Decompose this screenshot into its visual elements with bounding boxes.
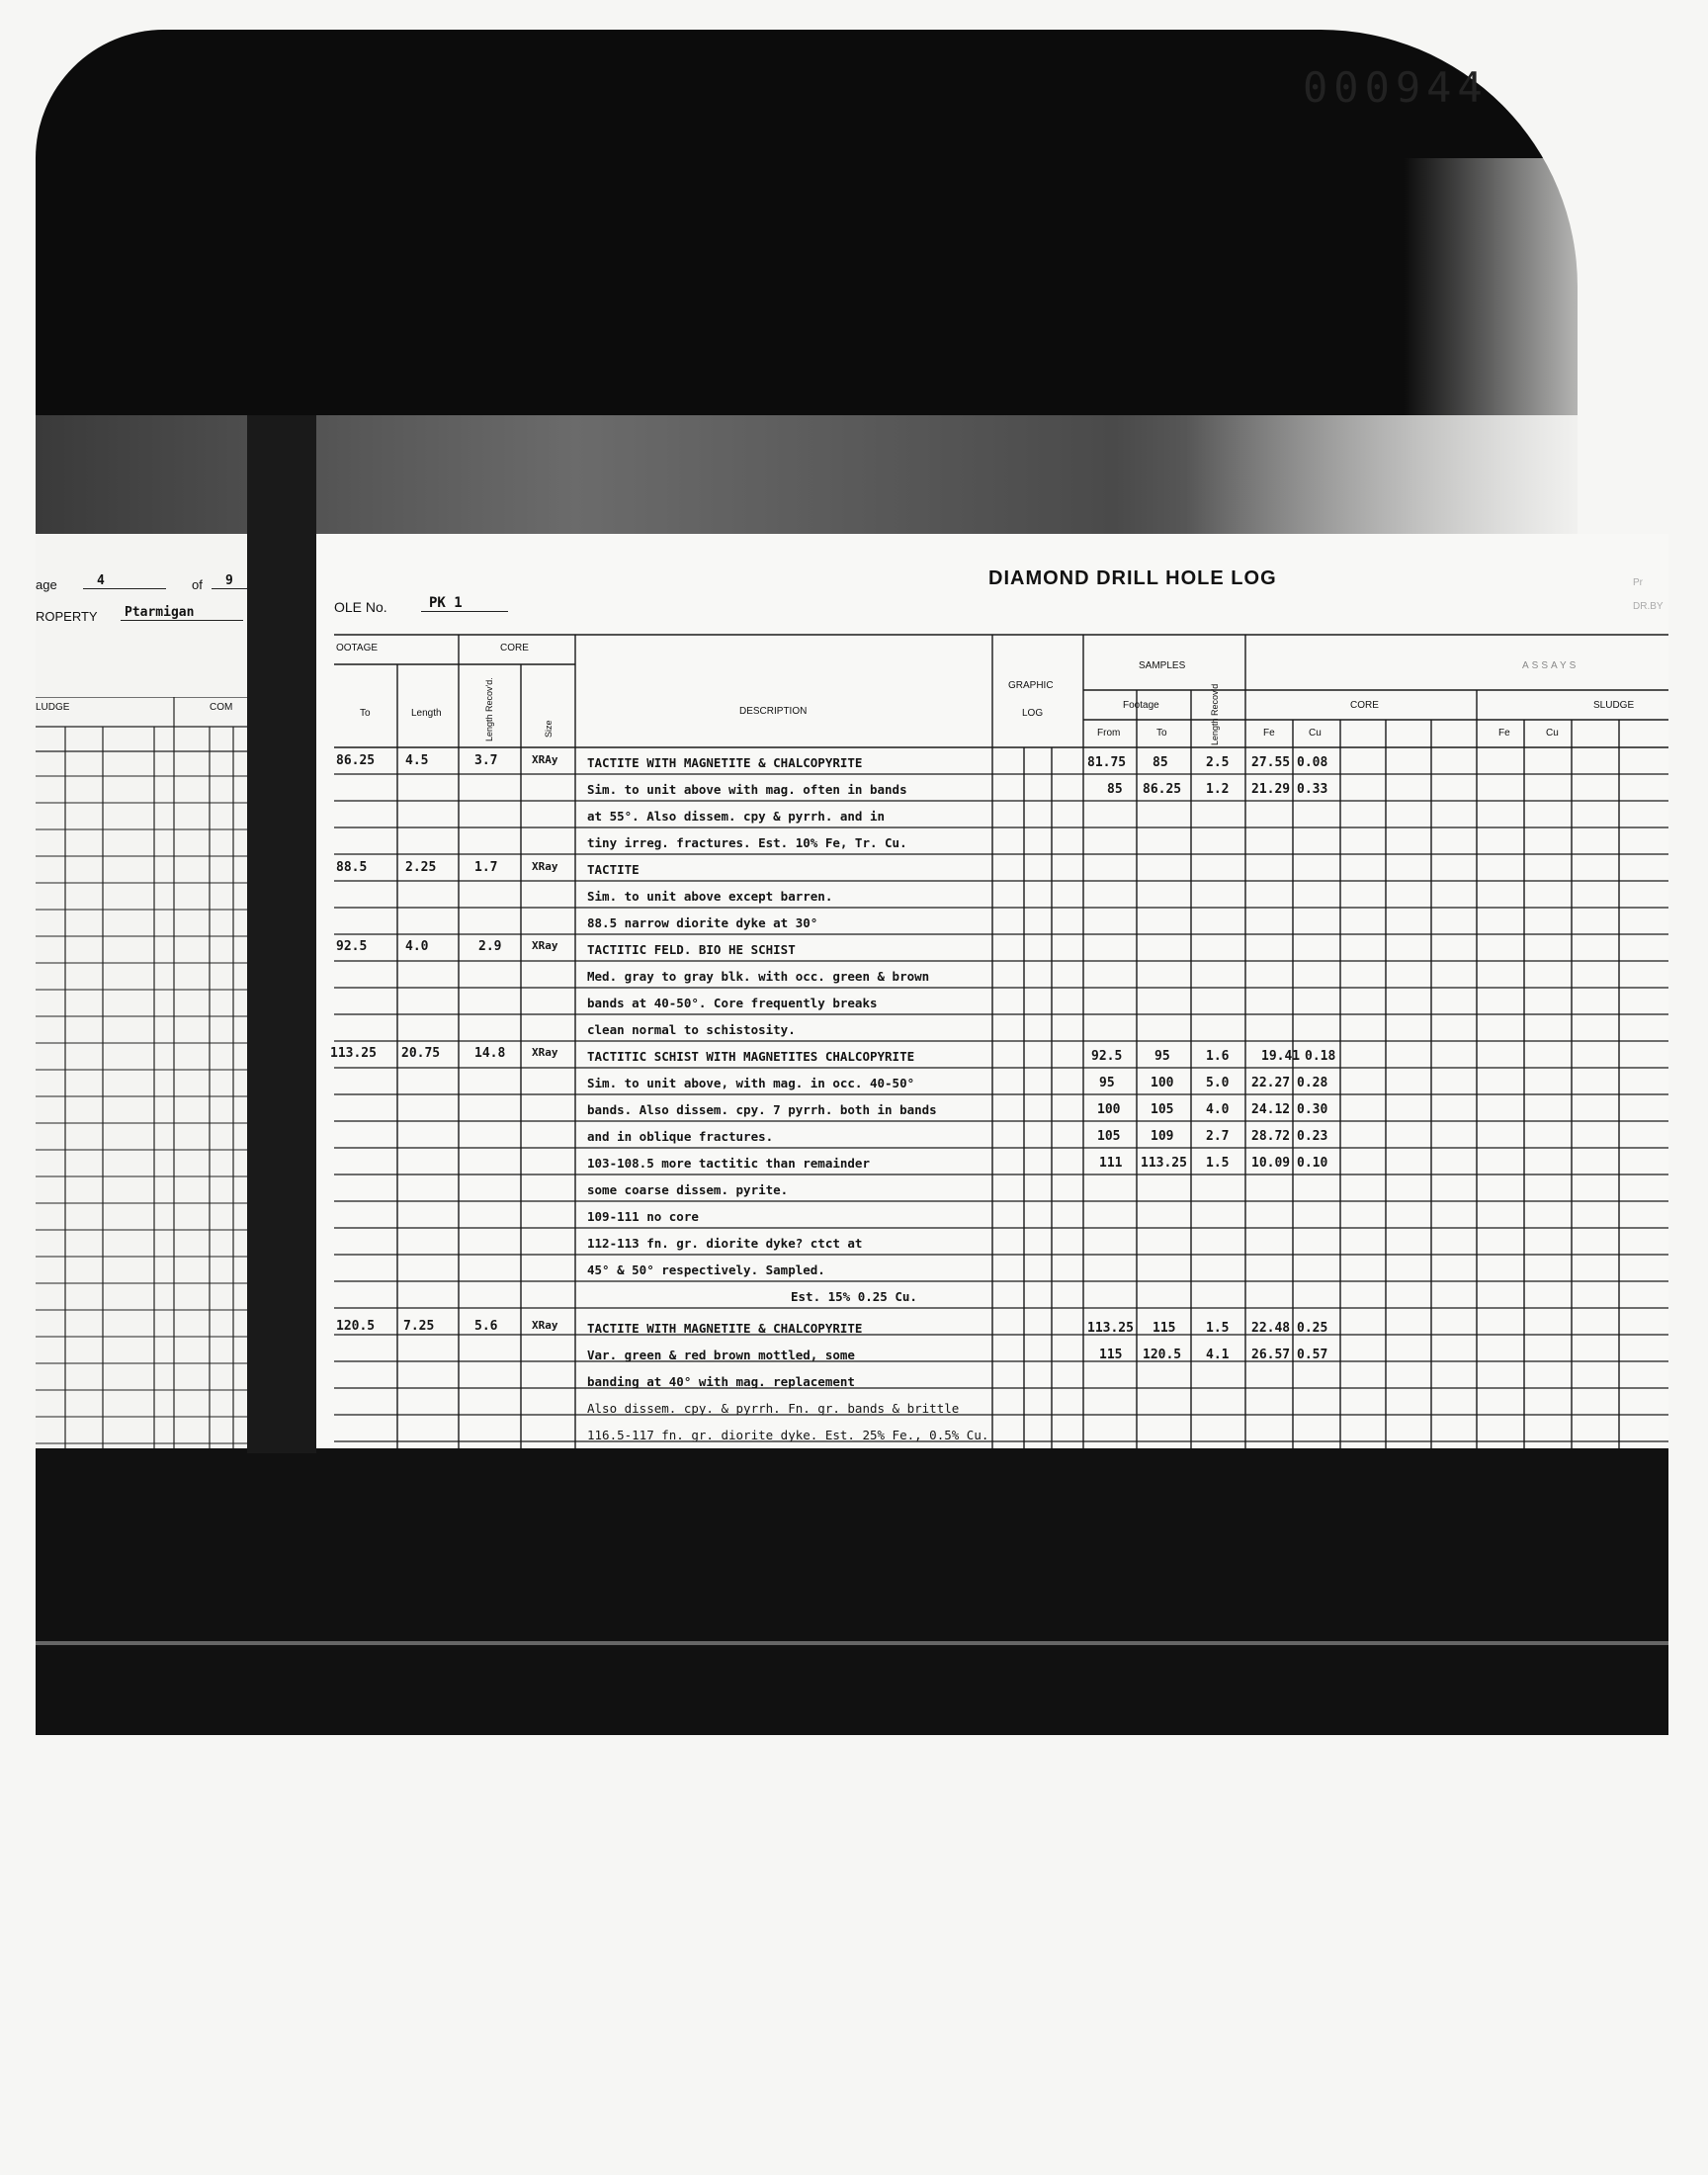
sample-to: 109 <box>1151 1129 1174 1144</box>
interval-recov: 2.9 <box>478 939 502 954</box>
property-value: Ptarmigan <box>121 605 243 621</box>
sample-recov: 1.2 <box>1206 782 1230 797</box>
description-line: TACTITE WITH MAGNETITE & CHALCOPYRITE <box>587 755 863 770</box>
header-sludge-fe: Fe <box>1498 728 1510 739</box>
description-line: TACTITIC SCHIST WITH MAGNETITES CHALCOPYRITE <box>587 1049 915 1064</box>
sample-to: 86.25 <box>1143 782 1182 797</box>
left-sheet <box>36 534 247 1448</box>
sample-recov: 4.1 <box>1206 1348 1230 1362</box>
sample-from: 115 <box>1099 1348 1123 1362</box>
drill-log-sheet <box>316 534 1668 1448</box>
interval-size: XRAy <box>532 753 558 766</box>
sample-fe: 26.57 <box>1251 1348 1291 1362</box>
sample-fe: 21.29 <box>1251 782 1291 797</box>
description-line: TACTITIC FELD. BIO HE SCHIST <box>587 942 796 957</box>
sample-from: 105 <box>1097 1129 1121 1144</box>
photocopy-stripe <box>36 1641 1668 1645</box>
description-line: some coarse dissem. pyrite. <box>587 1182 789 1197</box>
header-length: Length <box>411 708 442 719</box>
description-line: Med. gray to gray blk. with occ. green & brown <box>587 969 930 984</box>
header-sample-recov: Length Recov'd <box>1210 683 1220 745</box>
description-line: Also dissem. cpy. & pyrrh. Fn. gr. bands & brittle <box>587 1401 960 1416</box>
com-label: COM <box>210 702 233 713</box>
sample-recov: 1.5 <box>1206 1156 1230 1171</box>
header-fe: Fe <box>1263 728 1275 739</box>
interval-to: 120.5 <box>336 1319 376 1334</box>
interval-length: 20.75 <box>401 1046 441 1061</box>
sample-cu: 0.08 <box>1297 755 1328 770</box>
margin-text-1: Pr <box>1633 577 1643 588</box>
sample-from: 111 <box>1099 1156 1123 1171</box>
header-description: DESCRIPTION <box>739 706 808 717</box>
sample-recov: 4.0 <box>1206 1102 1230 1117</box>
interval-size: XRay <box>532 939 558 952</box>
sample-to: 85 <box>1153 755 1168 770</box>
header-to: To <box>360 708 371 719</box>
page-total: 9 <box>212 573 247 589</box>
description-line: tiny irreg. fractures. Est. 10% Fe, Tr. Cu. <box>587 835 907 850</box>
header-sludge-cu: Cu <box>1546 728 1559 739</box>
binder-spine <box>247 415 316 1453</box>
description-line: and in oblique fractures. <box>587 1129 774 1144</box>
sample-from: 100 <box>1097 1102 1121 1117</box>
interval-to: 88.5 <box>336 860 368 875</box>
description-line: bands. Also dissem. cpy. 7 pyrrh. both in bands <box>587 1102 937 1117</box>
hole-no-value: PK 1 <box>421 595 508 612</box>
description-line: 88.5 narrow diorite dyke at 30° <box>587 915 818 930</box>
interval-recov: 5.6 <box>474 1319 498 1334</box>
sample-to: 113.25 <box>1141 1156 1187 1171</box>
photocopy-dark-band-bottom <box>36 1448 1668 1735</box>
sample-to: 100 <box>1151 1076 1174 1090</box>
sample-from: 81.75 <box>1087 755 1127 770</box>
sample-fe: 22.48 <box>1251 1321 1291 1336</box>
sample-fe: 28.72 <box>1251 1129 1291 1144</box>
sample-fe: 27.55 <box>1251 755 1291 770</box>
photocopy-grey-fade <box>1186 415 1601 534</box>
sample-to: 105 <box>1151 1102 1174 1117</box>
description-line: 103-108.5 more tactitic than remainder <box>587 1156 870 1171</box>
sample-cu: 0.18 <box>1305 1049 1336 1064</box>
interval-to: 92.5 <box>336 939 368 954</box>
interval-length: 7.25 <box>403 1319 435 1334</box>
description-line: clean normal to schistosity. <box>587 1022 796 1037</box>
header-from: From <box>1097 728 1121 739</box>
page-number: 4 <box>83 573 166 589</box>
left-sheet-grid <box>36 697 247 1448</box>
sample-recov: 1.5 <box>1206 1321 1230 1336</box>
interval-length: 4.0 <box>405 939 429 954</box>
sample-cu: 0.33 <box>1297 782 1328 797</box>
log-title: DIAMOND DRILL HOLE LOG <box>988 567 1277 589</box>
description-line: TACTITE <box>587 862 640 877</box>
log-table-grid <box>316 534 1668 1448</box>
interval-recov: 3.7 <box>474 753 498 768</box>
description-line: Sim. to unit above except barren. <box>587 889 833 904</box>
header-length-recov: Length Recov'd. <box>484 677 494 741</box>
sample-cu: 0.30 <box>1297 1102 1328 1117</box>
description-line: Sim. to unit above with mag. often in bands <box>587 782 907 797</box>
sample-fe: 24.12 <box>1251 1102 1291 1117</box>
sample-to: 120.5 <box>1143 1348 1182 1362</box>
page-label: age <box>36 577 57 592</box>
sample-from: 113.25 <box>1087 1321 1134 1336</box>
sample-cu: 0.23 <box>1297 1129 1328 1144</box>
header-sample-footage: Footage <box>1123 700 1159 711</box>
margin-text-2: DR.BY <box>1633 601 1664 612</box>
header-assays: ASSAYS <box>1522 660 1580 671</box>
header-log: LOG <box>1022 708 1044 719</box>
header-size: Size <box>544 720 554 738</box>
sample-to: 95 <box>1154 1049 1170 1064</box>
header-samples: SAMPLES <box>1139 660 1186 671</box>
sample-to: 115 <box>1153 1321 1176 1336</box>
sample-fe: 10.09 <box>1251 1156 1291 1171</box>
header-cu: Cu <box>1309 728 1322 739</box>
header-footage: OOTAGE <box>336 643 379 653</box>
description-line: 112-113 fn. gr. diorite dyke? ctct at <box>587 1236 863 1251</box>
sample-cu: 0.10 <box>1297 1156 1328 1171</box>
header-assay-sludge: SLUDGE <box>1593 700 1635 711</box>
sample-recov: 5.0 <box>1206 1076 1230 1090</box>
interval-size: XRay <box>532 1046 558 1059</box>
sample-from: 95 <box>1099 1076 1115 1090</box>
sample-from: 92.5 <box>1091 1049 1123 1064</box>
property-label: ROPERTY <box>36 609 98 624</box>
sample-fe: 19.41 <box>1261 1049 1301 1064</box>
sample-recov: 1.6 <box>1206 1049 1230 1064</box>
sample-recov: 2.5 <box>1206 755 1230 770</box>
description-line: Est. 15% 0.25 Cu. <box>791 1289 917 1304</box>
sample-from: 85 <box>1107 782 1123 797</box>
header-assay-core: CORE <box>1350 700 1379 711</box>
interval-recov: 14.8 <box>474 1046 506 1061</box>
sludge-label: LUDGE <box>36 702 70 713</box>
sample-recov: 2.7 <box>1206 1129 1230 1144</box>
description-line: TACTITE WITH MAGNETITE & CHALCOPYRITE <box>587 1321 863 1336</box>
description-line: Var. green & red brown mottled, some <box>587 1348 855 1362</box>
interval-size: XRay <box>532 1319 558 1332</box>
description-line: 109-111 no core <box>587 1209 699 1224</box>
sample-cu: 0.57 <box>1297 1348 1328 1362</box>
description-line: at 55°. Also dissem. cpy & pyrrh. and in <box>587 809 886 824</box>
header-core: CORE <box>500 643 529 653</box>
description-line: banding at 40° with mag. replacement <box>587 1374 855 1389</box>
interval-length: 2.25 <box>405 860 437 875</box>
sample-cu: 0.28 <box>1297 1076 1328 1090</box>
interval-to: 113.25 <box>330 1046 377 1061</box>
sample-cu: 0.25 <box>1297 1321 1328 1336</box>
description-line: 45° & 50° respectively. Sampled. <box>587 1262 825 1277</box>
hole-no-label: OLE No. <box>334 599 387 615</box>
interval-to: 86.25 <box>336 753 376 768</box>
description-line: Sim. to unit above, with mag. in occ. 40-50° <box>587 1076 915 1090</box>
description-line: bands at 40-50°. Core frequently breaks <box>587 996 878 1010</box>
header-graphic: GRAPHIC <box>1008 680 1054 691</box>
header-sample-to: To <box>1156 728 1167 739</box>
document-number: 000944 <box>1303 63 1489 112</box>
interval-length: 4.5 <box>405 753 429 768</box>
description-line: 116.5-117 fn. gr. diorite dyke. Est. 25% Fe., 0.5% Cu. <box>587 1428 989 1442</box>
interval-size: XRay <box>532 860 558 873</box>
of-label: of <box>192 577 203 592</box>
interval-recov: 1.7 <box>474 860 498 875</box>
sample-fe: 22.27 <box>1251 1076 1291 1090</box>
photocopy-fade-top <box>1404 158 1621 415</box>
